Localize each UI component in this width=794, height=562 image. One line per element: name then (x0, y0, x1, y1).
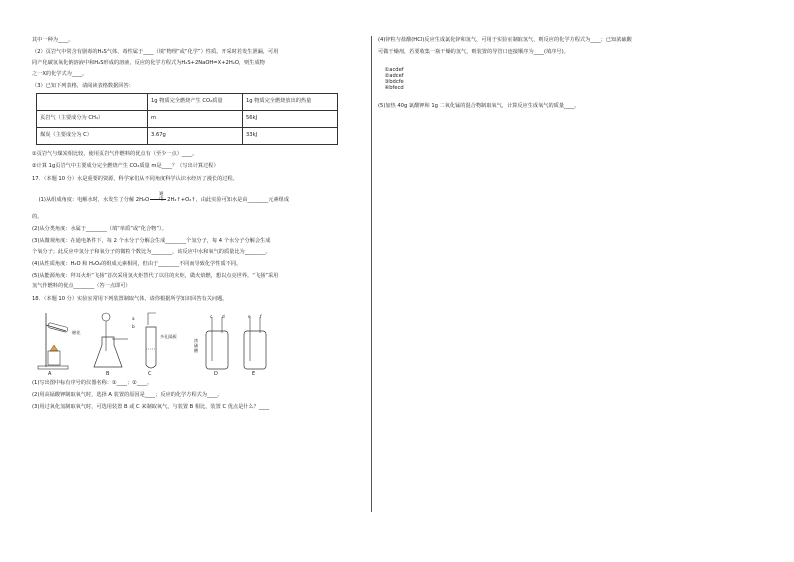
column-divider (371, 36, 372, 512)
text-line: 个氧分子；此反应中氢分子和氧分子的微粒个数比为________，该反应中水和氧气的质量比为________。 (32, 248, 271, 255)
equation-arrow (149, 191, 167, 204)
apparatus-a-diagram (36, 311, 76, 371)
table-cell: 煤炭（主要成分为 C） (37, 127, 148, 144)
text-fragment: 2H₂↑+O₂↑，由此实验可知水是由________元素组成 (167, 196, 290, 203)
text-line: （2）页岩气中常含有剧毒的H₂S气体，毒性属于____（填“物理”或“化学”）性质。开采时若发生泄漏，可用 (32, 48, 279, 55)
annotation-conc-sulfuric-acid: 浓硫酸 (194, 338, 199, 354)
table-header-row (37, 93, 338, 110)
apparatus-c-diagram (140, 311, 170, 371)
table-cell: 页岩气（主要成分为 CH₄） (37, 110, 148, 127)
text-line: ②计算 1g页岩气中主要成分完全燃烧产生 CO₂质量 m是____？（写出计算过程） (32, 162, 219, 169)
table-cell (37, 93, 148, 110)
question-18-title: 18．（本题 10 分）实验室常用下列装置制取气体，请你根据所学知识回答有关问题。 (32, 296, 228, 303)
apparatus-label-d: D (214, 370, 218, 377)
apparatus-label-b: B (106, 370, 110, 377)
table-cell: 1g 物质完全燃烧放出的热量 (243, 93, 338, 110)
text-line: （3）已知下列表格，请阅读表格数据回答： (32, 82, 134, 89)
text-fragment: (1)从组成角度：电解水时，水发生了分解 2H₂O (38, 196, 150, 203)
apparatus-e-diagram (240, 315, 270, 371)
options-row (378, 62, 754, 98)
text-line: 可做干燥剂，若要收集一瓶干燥的氢气，则装置的导管口连接顺序为____(填序号)。 (378, 48, 569, 55)
text-line: (2)从分类角度：水属于________（填“单质”或“化合物”）。 (32, 225, 167, 232)
annotation-d: d (222, 314, 225, 320)
table-cell: 1g 物质完全燃烧产生 CO₂质量 (148, 93, 243, 110)
apparatus-d-diagram (202, 315, 232, 371)
table-row (37, 127, 338, 144)
text-line: (5)加热 40g 氯酸钾和 1g 二氧化锰的混合物制取氧气，计算反应生成氧气的质量____。 (378, 102, 580, 109)
text-line: 其中一种为____。 (32, 37, 74, 43)
annotation-b: b (132, 324, 135, 330)
text-line: (3)用过氧化氢制取氧气时，可选用装置 B 或 C 来制取氧气，与装置 B 相比，装置 C 优点是什么？____ (32, 404, 270, 411)
apparatus-label-c: C (148, 370, 152, 377)
right-column (378, 38, 754, 110)
table-cell: 33kJ (243, 127, 338, 144)
left-column (32, 38, 368, 411)
table-cell: m (148, 110, 243, 127)
text-line: 的。 (32, 213, 43, 220)
text-line: (5)从能源角度：拜耳火炬“飞扬”首次采用氢火炬替代了以往的火炬，做火焰燃，想以点亮世界。“飞扬”采用 (32, 272, 279, 279)
text-line: (4)锌粒与盐酸(HCl)反应生成氯化锌和氢气，可用于实验室制取氢气，则反应的化学方程式为____；已知浓硫酸 (378, 37, 632, 43)
apparatus-label-e: E (252, 370, 256, 377)
apparatus-label-a: A (48, 370, 52, 377)
annotation-a: a (132, 316, 135, 322)
table-cell: 3.67g (148, 127, 243, 144)
data-table (36, 93, 338, 145)
annotation-e: e (248, 314, 251, 320)
text-line: ①页岩气与煤炭相比较，使用页岩气作燃料的优点有（至少一点）____。 (32, 150, 198, 157)
option-1: ①acdef (384, 66, 404, 73)
apparatus-b-diagram (92, 311, 132, 371)
table-row (37, 110, 338, 127)
option-4: ④bfecd (384, 84, 404, 91)
table-cell: 56kJ (243, 110, 338, 127)
annotation-cotton: 棉花 (72, 330, 81, 336)
reaction-condition: 通电 (159, 191, 164, 202)
annotation-f: f (260, 314, 262, 320)
question-17-title: 17．（本题 10 分）水是重要的资源，科学家们从不同角度科学认识水经历了漫长的过程。 (32, 175, 238, 182)
text-line: (4)从性质角度：H₂O 和 H₂O₂的组成元素相同，但由于________不同而导致化学性质不同。 (32, 260, 242, 267)
apparatus-figure (32, 305, 368, 377)
annotation-c: c (210, 314, 213, 320)
text-line: 之一X的化学式为____。 (32, 70, 88, 77)
annotation-porous-plate: 多孔隔板 (160, 334, 177, 340)
text-line (32, 192, 368, 210)
option-2: ②adcef (384, 72, 404, 79)
text-line: 氢气作燃料的优点________（答一点即可） (32, 283, 131, 290)
text-line: (1)写出图中标有序号的仪器名称：①____；②____。 (32, 380, 153, 387)
text-line: 同产化碳氢氧化钠溶液中和H₂S形成的溶液，反应的化学方程式为H₂S+2NaOH=X+2H₂O，则生成物 (32, 59, 265, 66)
text-line: (2)用高锰酸钾制取氧气时，选择 A 装置的原因是____；反应的化学方程式为____。 (32, 392, 223, 399)
text-line: (3)从微观角度：在通电条件下，每 2 个水分子分解会生成________个氢分子，每 4 个水分子分解会生成 (32, 237, 271, 244)
option-3: ③bdcfe (384, 78, 404, 85)
